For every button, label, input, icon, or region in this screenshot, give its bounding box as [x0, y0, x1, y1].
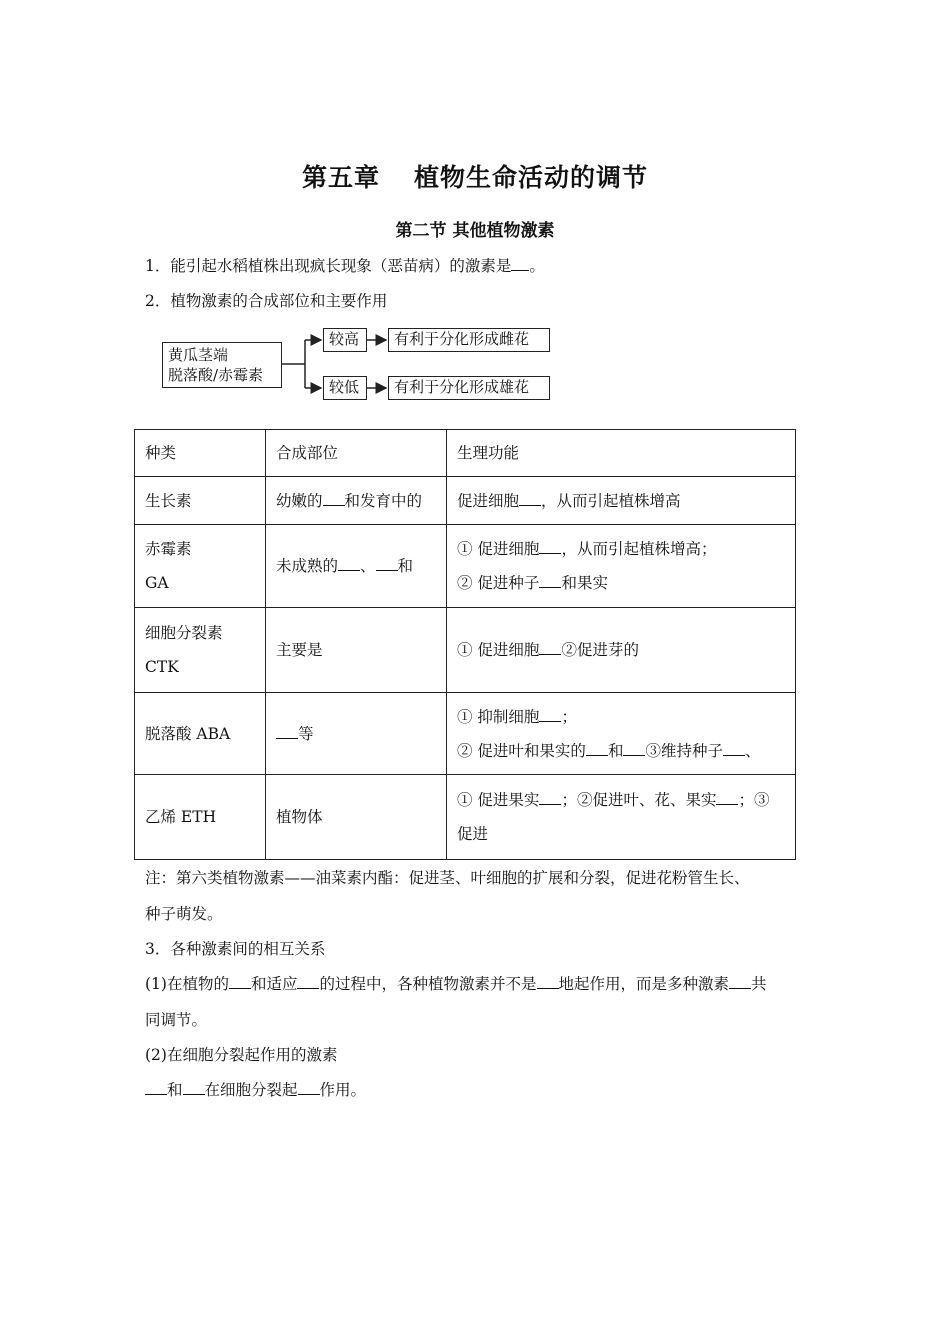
function-text: ① 促进果实	[457, 791, 540, 809]
answer-blank	[511, 255, 529, 272]
type-abbr: CTK	[145, 658, 179, 676]
type-cell: 脱落酸 ABA	[135, 693, 266, 775]
table-row	[135, 693, 796, 775]
question-3-part-1-cont: 同调节。	[145, 1011, 208, 1029]
function-text: ；③	[738, 791, 770, 809]
function-cell	[447, 693, 796, 775]
function-cell	[447, 477, 796, 525]
site-cell	[266, 525, 447, 608]
question-3-title: 3．各种激素间的相互关系	[145, 940, 326, 958]
function-line	[457, 700, 785, 734]
source-box	[162, 342, 282, 388]
function-cell	[447, 608, 796, 693]
note-line-2: 种子萌发。	[145, 905, 223, 923]
table-header-row	[135, 430, 796, 477]
answer-blank	[519, 489, 541, 506]
type-cell: 乙烯 ETH	[135, 775, 266, 860]
hormone-table	[134, 429, 796, 860]
chapter-number: 第五章	[301, 163, 380, 192]
ratio-high-box: 较高	[323, 328, 367, 352]
header-function: 生理功能	[447, 430, 796, 477]
table-row	[135, 525, 796, 608]
answer-blank	[723, 739, 745, 756]
function-text: ②促进芽的	[561, 641, 639, 659]
table-row	[135, 477, 796, 525]
ratio-low-box: 较低	[323, 376, 367, 400]
answer-blank	[297, 973, 319, 990]
q3-text: 的过程中，各种植物激素并不是	[319, 975, 537, 993]
function-text: ② 促进种子	[457, 574, 540, 592]
function-text: ① 抑制细胞	[457, 707, 540, 726]
site-text: 幼嫩的	[276, 491, 323, 510]
site-cell	[266, 693, 447, 775]
answer-blank	[716, 789, 738, 806]
question-1-text: 1．能引起水稻植株出现疯长现象（恶苗病）的激素是	[145, 257, 512, 275]
q3-text: 共	[751, 975, 767, 993]
question-2: 2．植物激素的合成部位和主要作用	[145, 292, 388, 310]
site-text: 、	[360, 557, 376, 575]
q3-text: 和适应	[250, 975, 298, 993]
question-3-part-2	[145, 1078, 366, 1100]
answer-blank	[298, 1079, 320, 1096]
site-cell	[266, 477, 447, 525]
answer-blank	[145, 1079, 167, 1096]
q3-text: 地起作用，而是多种激素	[558, 975, 730, 993]
q3-text: 和	[167, 1081, 183, 1099]
type-cell: 生长素	[135, 477, 266, 525]
source-line-2: 脱落酸/赤霉素	[168, 366, 264, 384]
function-text: ③维持种子	[645, 741, 723, 760]
function-text: ；	[561, 707, 577, 726]
answer-blank	[539, 705, 561, 722]
site-text: 未成熟的	[276, 557, 339, 575]
function-text: ① 促进细胞	[457, 641, 540, 659]
chapter-name: 植物生命活动的调节	[414, 163, 649, 192]
function-text: 促进细胞	[457, 491, 520, 510]
answer-blank	[586, 739, 608, 756]
answer-blank	[537, 973, 559, 990]
answer-blank	[229, 973, 251, 990]
answer-blank	[539, 538, 561, 555]
answer-blank	[338, 555, 360, 572]
type-text: 细胞分裂素	[145, 624, 223, 642]
function-line	[457, 734, 785, 768]
function-line	[457, 566, 785, 600]
function-text: 和果实	[561, 574, 608, 592]
answer-blank	[276, 722, 298, 739]
chapter-title	[0, 158, 950, 194]
note-line-1: 注：第六类植物激素——油菜素内酯：促进茎、叶细胞的扩展和分裂，促进花粉管生长、	[145, 869, 750, 887]
header-site: 合成部位	[266, 430, 447, 477]
answer-blank	[539, 572, 561, 589]
function-text: ；②促进叶、花、果实	[561, 791, 717, 809]
answer-blank	[623, 739, 645, 756]
function-cell	[447, 775, 796, 860]
answer-blank	[729, 973, 751, 990]
q3-text: 作用。	[319, 1081, 367, 1099]
site-text: 和	[397, 557, 414, 575]
q3-text: (1)在植物的	[145, 975, 229, 993]
table-row	[135, 608, 796, 693]
header-type: 种类	[135, 430, 266, 477]
site-text: 等	[298, 724, 314, 743]
type-cell	[135, 525, 266, 608]
question-3-part-2-title: (2)在细胞分裂起作用的激素	[145, 1046, 338, 1064]
female-flower-box: 有利于分化形成雌花	[388, 328, 550, 352]
type-text: 赤霉素	[145, 540, 192, 558]
function-text: 、	[744, 741, 761, 760]
answer-blank	[539, 789, 561, 806]
function-text: ① 促进细胞	[457, 540, 540, 558]
function-line	[457, 783, 785, 817]
function-text: ，从而引起植株增高；	[561, 540, 717, 558]
function-text: 和	[607, 741, 624, 760]
site-cell: 主要是	[266, 608, 447, 693]
site-cell: 植物体	[266, 775, 447, 860]
answer-blank	[183, 1079, 205, 1096]
question-3-part-1	[145, 972, 767, 994]
type-cell	[135, 608, 266, 693]
male-flower-box: 有利于分化形成雄花	[388, 376, 550, 400]
answer-blank	[323, 489, 345, 506]
source-line-1: 黄瓜茎端	[168, 346, 229, 364]
question-1	[145, 254, 545, 276]
question-1-punct: 。	[529, 257, 545, 275]
function-text: ，从而引起植株增高	[541, 491, 681, 510]
q3-text: 在细胞分裂起	[204, 1081, 298, 1099]
flower-differentiation-diagram	[160, 322, 560, 407]
section-title: 第二节 其他植物激素	[395, 221, 555, 241]
function-line: 促进	[457, 825, 489, 843]
type-abbr: GA	[145, 574, 169, 592]
function-line	[457, 532, 785, 566]
site-text: 和发育中的	[344, 491, 423, 510]
function-text: ② 促进叶和果实的	[457, 741, 586, 760]
function-cell	[447, 525, 796, 608]
answer-blank	[539, 639, 561, 656]
answer-blank	[376, 555, 398, 572]
table-row	[135, 775, 796, 860]
